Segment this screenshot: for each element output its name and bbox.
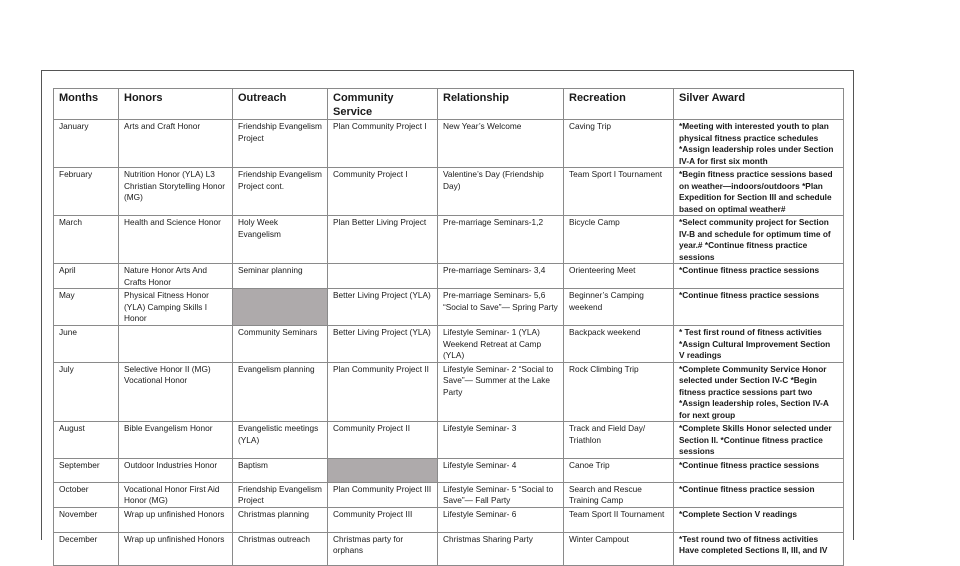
table-row [54,532,844,565]
recreation-cell: Canoe Trip [564,458,674,482]
month-cell: March [54,216,119,264]
month-cell: September [54,458,119,482]
outreach-cell: Friendship Evangelism Project cont. [233,168,328,216]
silver-award-cell: *Continue fitness practice sessions [674,458,844,482]
honors-cell: Nutrition Honor (YLA) L3 Christian Storytelling Honor (MG) [119,168,233,216]
header-community-service: Community Service [328,89,438,120]
recreation-cell: Bicycle Camp [564,216,674,264]
table-row [54,458,844,482]
silver-award-cell: *Complete Skills Honor selected under Section II. *Continue fitness practice sessions [674,422,844,459]
outreach-cell: Holy Week Evangelism [233,216,328,264]
honors-cell: Physical Fitness Honor (YLA) Camping Skills I Honor [119,289,233,326]
table-row [54,326,844,363]
table-row [54,120,844,168]
month-cell: January [54,120,119,168]
community-cell: Community Project II [328,422,438,459]
community-cell: Community Project I [328,168,438,216]
header-honors: Honors [119,89,233,120]
month-cell: May [54,289,119,326]
outreach-cell: Seminar planning [233,264,328,289]
month-cell: June [54,326,119,363]
relationship-cell: Lifestyle Seminar- 1 (YLA) Weekend Retreat at Camp (YLA) [438,326,564,363]
recreation-cell: Winter Campout [564,532,674,565]
header-outreach: Outreach [233,89,328,120]
honors-cell: Nature Honor Arts And Crafts Honor [119,264,233,289]
recreation-cell: Rock Climbing Trip [564,362,674,422]
recreation-cell: Beginner’s Camping weekend [564,289,674,326]
community-cell-empty [328,458,438,482]
relationship-cell: Lifestyle Seminar- 2 “Social to Save”— Summer at the Lake Party [438,362,564,422]
header-months: Months [54,89,119,120]
honors-cell [119,326,233,363]
recreation-cell: Track and Field Day/ Triathlon [564,422,674,459]
table-row [54,362,844,422]
month-cell: July [54,362,119,422]
outreach-cell: Evangelistic meetings (YLA) [233,422,328,459]
table-row [54,216,844,264]
recreation-cell: Caving Trip [564,120,674,168]
relationship-cell: Lifestyle Seminar- 5 “Social to Save”— Fall Party [438,482,564,507]
community-cell: Christmas party for orphans [328,532,438,565]
recreation-cell: Backpack weekend [564,326,674,363]
honors-cell: Health and Science Honor [119,216,233,264]
header-relationship: Relationship [438,89,564,120]
month-cell: August [54,422,119,459]
outreach-cell: Evangelism planning [233,362,328,422]
silver-award-cell: *Select community project for Section IV-B and schedule for optimum time of year.# *Continue fitness practice sessions [674,216,844,264]
recreation-cell: Orienteering Meet [564,264,674,289]
community-cell: Plan Community Project I [328,120,438,168]
silver-award-cell: *Continue fitness practice sessions [674,264,844,289]
relationship-cell: Pre-marriage Seminars- 3,4 [438,264,564,289]
community-cell: Better Living Project (YLA) [328,289,438,326]
silver-award-cell: *Begin fitness practice sessions based on weather—indoors/outdoors *Plan Expedition for Section III and schedule based on optimal weather# [674,168,844,216]
table-row [54,289,844,326]
relationship-cell: Pre-marriage Seminars-1,2 [438,216,564,264]
community-cell: Better Living Project (YLA) [328,326,438,363]
outreach-cell: Christmas planning [233,507,328,532]
community-cell: Community Project III [328,507,438,532]
community-cell: Plan Community Project III [328,482,438,507]
honors-cell: Outdoor Industries Honor [119,458,233,482]
relationship-cell: Lifestyle Seminar- 3 [438,422,564,459]
table-row [54,168,844,216]
silver-award-cell: *Meeting with interested youth to plan physical fitness practice schedules *Assign leadership roles under Section IV-A for first six month [674,120,844,168]
month-cell: October [54,482,119,507]
month-cell: February [54,168,119,216]
outreach-cell: Friendship Evangelism Project [233,120,328,168]
honors-cell: Wrap up unfinished Honors [119,507,233,532]
relationship-cell: Lifestyle Seminar- 4 [438,458,564,482]
silver-award-cell: *Complete Community Service Honor selected under Section IV-C *Begin fitness practice sessions part two *Assign leadership roles, Section IV-A for next group [674,362,844,422]
month-cell: April [54,264,119,289]
honors-cell: Vocational Honor First Aid Honor (MG) [119,482,233,507]
header-recreation: Recreation [564,89,674,120]
table-row [54,422,844,459]
yearly-schedule-table [53,88,844,566]
slide-frame [41,70,854,555]
honors-cell: Selective Honor II (MG) Vocational Honor [119,362,233,422]
silver-award-cell: *Complete Section V readings [674,507,844,532]
community-cell: Plan Community Project II [328,362,438,422]
community-cell [328,264,438,289]
table-row [54,507,844,532]
table-row [54,482,844,507]
honors-cell: Arts and Craft Honor [119,120,233,168]
relationship-cell: New Year’s Welcome [438,120,564,168]
outreach-cell: Friendship Evangelism Project [233,482,328,507]
recreation-cell: Search and Rescue Training Camp [564,482,674,507]
silver-award-cell: *Continue fitness practice sessions [674,289,844,326]
header-row [54,89,844,120]
silver-award-cell: * Test first round of fitness activities *Assign Cultural Improvement Section V readings [674,326,844,363]
relationship-cell: Christmas Sharing Party [438,532,564,565]
recreation-cell: Team Sport I Tournament [564,168,674,216]
honors-cell: Wrap up unfinished Honors [119,532,233,565]
relationship-cell: Valentine’s Day (Friendship Day) [438,168,564,216]
community-cell: Plan Better Living Project [328,216,438,264]
relationship-cell: Pre-marriage Seminars- 5,6 “Social to Save”— Spring Party [438,289,564,326]
silver-award-cell: *Test round two of fitness activities Have completed Sections II, III, and IV [674,532,844,565]
outreach-cell: Christmas outreach [233,532,328,565]
outreach-cell: Baptism [233,458,328,482]
table-row [54,264,844,289]
outreach-cell: Community Seminars [233,326,328,363]
recreation-cell: Team Sport II Tournament [564,507,674,532]
relationship-cell: Lifestyle Seminar- 6 [438,507,564,532]
month-cell: November [54,507,119,532]
outreach-cell-empty [233,289,328,326]
month-cell: December [54,532,119,565]
honors-cell: Bible Evangelism Honor [119,422,233,459]
header-silver-award: Silver Award [674,89,844,120]
silver-award-cell: *Continue fitness practice session [674,482,844,507]
